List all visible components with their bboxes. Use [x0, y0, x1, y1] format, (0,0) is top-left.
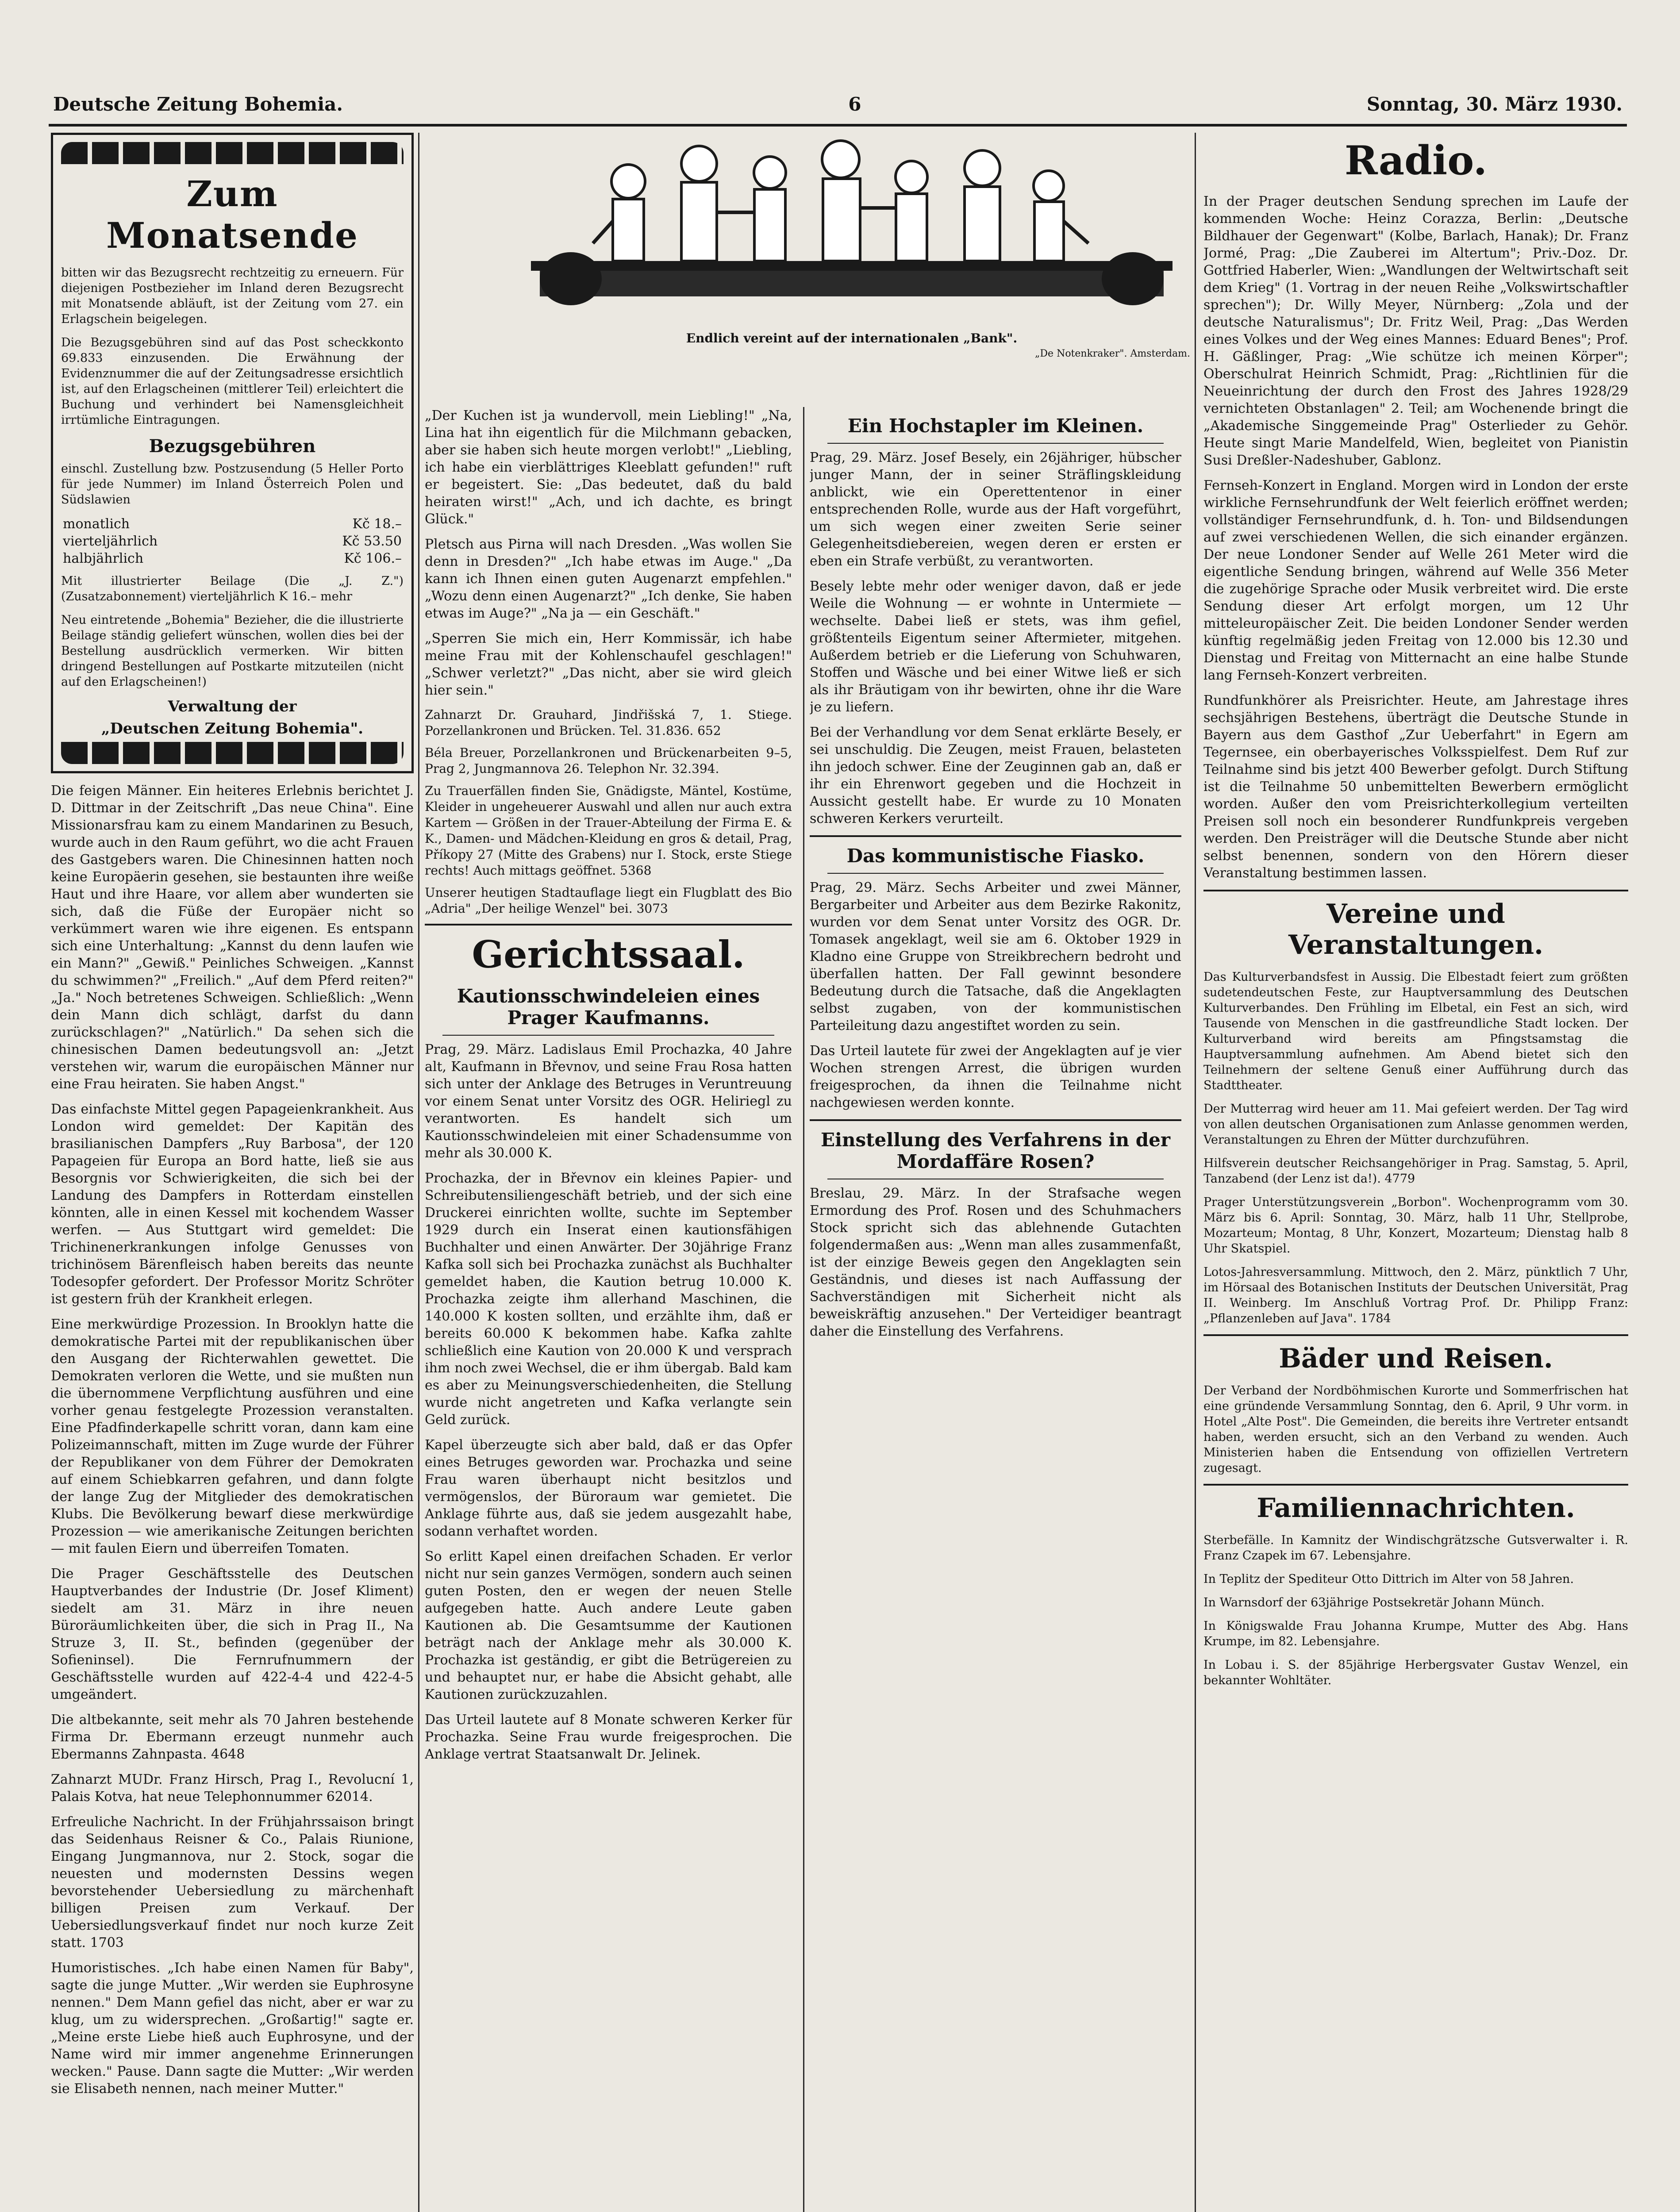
- court-para: Kapel überzeugte sich aber bald, daß er das Opfer eines Betruges geworden war. Prochazka und seine Frau waren überhaupt nicht besitzlos und vermögenslos, der Büroraum war gemietet. Die Anklage führte aus, daß sie jedem ausgezahlt habe, sodann verhaftet worden.: [425, 1437, 792, 1539]
- ad-code: 652: [697, 723, 721, 738]
- subscription-box: [51, 133, 414, 773]
- column-divider: [1195, 133, 1196, 2212]
- paper-name: Deutsche Zeitung Bohemia.: [53, 93, 343, 115]
- section-rule: [1203, 1334, 1628, 1336]
- court-para: So erlitt Kapel einen dreifachen Schaden. Er verlor nicht nur sein ganzes Vermögen, sondern auch seinen guten Posten, den er wegen der neuen Stelle aufgegeben hatte. Auch andere Leute gaben Kautionen ab. Die Gesamtsumme der Kautionen beträgt nach der Anklage mehr als 30.000 K. Prochazka ist geständig, er gibt die Betrügereien zu und behauptet nur, er habe die Absicht gehabt, alle Kautionen zurückzuzahlen.: [425, 1549, 792, 1702]
- fee-row: halbjährlich Kč 106.–: [63, 551, 402, 566]
- fees-intro: einschl. Zustellung bzw. Postzusendung (5 Heller Porto für jede Nummer) im Inland Österreich Polen und Südslawien: [61, 462, 404, 507]
- column-2: [425, 407, 792, 2212]
- fees-title: Bezugsgebühren: [149, 436, 316, 457]
- cartoon-block: [513, 133, 1190, 398]
- section-rule: [1203, 1484, 1628, 1486]
- anecdote-pirna: Pletsch aus Pirna will nach Dresden. „Was wollen Sie denn in Dresden?" „Ich habe etwas im Auge." „Da kann ich Ihnen einen guten Augenarzt empfehlen." „Wozu denn einen Augenarzt?" „Ich denke, Sie haben etwas im Auge?" „Na ja — ein Geschäft.": [425, 537, 792, 621]
- article-para: Prag, 29. März. Josef Besely, ein 26jähriger, hübscher junger Mann, der in seiner Sträflingskleidung anblickt, wie ein Operettentenor in einer entsprechenden Rolle, wurde aus der Haft vorgeführt, um sich wegen einer zweiten Serie seiner Gelegenheitsdiebereien, wegen deren er ersten er eben ein Strafe verbüßt, zu verantworten.: [810, 450, 1181, 569]
- box-banner-ornament: [61, 142, 404, 164]
- page-number: 6: [848, 93, 861, 115]
- vereine-para: Hilfsverein deutscher Reichsangehöriger in Prag. Samstag, 5. April, Tanzabend (der Lenz ist da!). 4779: [1203, 1156, 1628, 1186]
- anecdote-kommissaer: „Sperren Sie mich ein, Herr Kommissär, ich habe meine Frau mit der Kohlenschaufel geschlagen!" „Schwer verletzt?" „Das nicht, aber sie wird gleich hier sein.": [425, 631, 792, 698]
- radio-para: Rundfunkhörer als Preisrichter. Heute, am Jahrestage ihres sechsjährigen Bestehens, überträgt die Deutsche Stunde in Bayern aus dem Gasthof „Zur Ueberfahrt" in Egern am Tegernsee, ein oberbayerisches Volksspielfest. Dem Ruf zur Teilnahme sind bis jetzt 400 Bewerber gefolgt. Durch Stiftung ist die Teilnahme 50 unbemittelten Bewerbern ermöglicht worden. Außer den vom Preisrichterkollegium verteilten Preisen soll noch ein besonderer Rundfunkpreis vergeben werden. Den Preisträger will die Deutsche Stunde aber nicht selbst benennen, sondern von den Hörern dieser Veranstaltung bestimmen lassen.: [1203, 693, 1628, 881]
- box-intro-2: Die Bezugsgebühren sind auf das Post scheckkonto 69.833 einzusenden. Die Erwähnung der Evidenznummer die auf der Zeitungsadresse ersichtlich ist, auf den Erlagscheinen (mittlerer Teil) erleichtert die Buchung und verhindert bei Namensgleichheit irrtümliche Eintragungen.: [61, 336, 404, 427]
- radio-para: In der Prager deutschen Sendung sprechen im Laufe der kommenden Woche: Heinz Corazza, Berlin: „Deutsche Bildhauer der Gegenwart" (Kolbe, Barlach, Hanak); Dr. Franz Jormé, Prag: „Die Zauberei im Altertum"; Priv.-Doz. Dr. Gottfried Haberler, Wien: „Wandlungen der Weltwirtschaft seit dem Krieg" (1. Vortrag in der neuen Reihe „Volkswirtschaftler sprechen"); Dr. Willy Meyer, Nürnberg: „Zola und der deutsche Naturalismus"; Dr. Fritz Weil, Prag: „Das Werden eines Volkes und der Weg eines Mannes: Eduard Benes"; Prof. H. Gäßlinger, Prag: „Wie schütze ich meinen Körper"; Oberschulrat Heinrich Schmidt, Prag: „Richtlinien für die Neueinrichtung der durch den Frost des Jahres 1928/29 vernichteten Obstanlagen" 2. Teil; am Wochenende bringt die „Akademische Singgemeinde Prag" Osterlieder zu Gehör. Heute singt Marie Mandelfeld, Wien, begleitet von Pianistin Susi Dreßler-Nadeshuber, Gablonz.: [1203, 194, 1628, 468]
- cartoon-credit: „De Notenkraker". Amsterdam.: [1035, 348, 1190, 359]
- column-3: [810, 407, 1181, 2212]
- article-para: Bei der Verhandlung vor dem Senat erklärte Besely, er sei unschuldig. Die Zeugen, meist Frauen, belasteten ihn jedoch schwer. Eine der Zeuginnen gab an, daß er ihr ein Ehrenwort gegeben und die Hochzeit in Aussicht gestellt habe. Er wurde zu 10 Monaten schweren Kerkers verurteilt.: [810, 725, 1181, 826]
- ad-code: 4648: [211, 1747, 245, 1762]
- fee-row: monatlich Kč 18.–: [63, 516, 402, 532]
- baeder-section-title: Bäder und Reisen.: [1279, 1343, 1553, 1374]
- article-para: Breslau, 29. März. In der Strafsache wegen Ermordung des Prof. Rosen und des Schuhmachers Stock spricht sich das ablehnende Gutachten folgendermaßen aus: „Wenn man alles zusammenfaßt, ist der einzige Beweis gegen den Angeklagten sein Geständnis, und dieses ist nach Auffassung der Sachverständigen mit Sicherheit nicht als beweiskräftig anzusehen." Der Verteidiger beantragt daher die Einstellung des Verfahrens.: [810, 1186, 1181, 1339]
- article-hauptverband: Die Prager Geschäftsstelle des Deutschen Hauptverbandes der Industrie (Dr. Josef Kliment) siedelt am 31. März in ihre neuen Büroräumlichkeiten über, die sich in Prag II., Na Struze 3, II. St., befinden (gegenüber der Sofieninsel). Die Fernrufnummern der Geschäftsstelle wurden auf 422-4-4 und 422-4-5 umgeändert.: [51, 1566, 414, 1702]
- article-title: Das kommunistische Fiasko.: [846, 845, 1145, 867]
- article-feige-maenner: Die feigen Männer. Ein heiteres Erlebnis berichtet J. D. Dittmar in der Zeitschrift „Das neue China". Eine Missionarsfrau kam zu einem Mandarinen zu Besuch, wurde auch in den Raum geführt, wo die acht Frauen des Gastgebers waren. Die Chinesinnen hatten noch keine Europäerin gesehen, sie bestaunten ihre weiße Haut und ihre Haare, vor allem aber wunderten sie sich, daß die Füße der Europäer nicht so verkümmert waren wie ihre eigenen. Es entspann sich eine Unterhaltung: „Kannst du denn laufen wie ein Mann?" „Gewiß." Peinliches Schweigen. „Kannst du schwimmen?" „Freilich." „Auf dem Pferd reiten?" „Ja." Noch betretenes Schweigen. Schließlich: „Wenn dein Mann dich schlägt, darfst du dann zurückschlagen?" „Natürlich." Da sehen sich die chinesischen Damen bedeutungsvoll an: „Jetzt verstehen wir, warum die europäischen Männer nur eine Frau heiraten. Sie haben Angst.": [51, 783, 414, 1092]
- ad-trauer: Zu Trauerfällen finden Sie, Gnädigste, Mäntel, Kostüme, Kleider in ungeheuerer Auswahl und allen nur auch extra Kartem — Größen in der Trauer-Abteilung der Firma E. & K., Damen- und Mädchen-Kleidung en gros & detail, Prag, Příkopy 27 (Mitte des Grabens) nur I. Stock, erste Stiege rechts! Auch mittags geöffnet. 5368: [425, 783, 792, 878]
- family-para: In Teplitz der Spediteur Otto Dittrich im Alter von 58 Jahren.: [1203, 1572, 1574, 1586]
- baeder-para: Der Verband der Nordböhmischen Kurorte und Sommerfrischen hat eine gründende Versammlung Sonntag, den 6. April, 9 Uhr vorm. in Hotel „Alte Post". Die Gemeinden, die bereits ihre Vertreter entsandt haben, werden ersucht, sich an den Verband zu wenden. Auch Ministerien haben die Entsendung von offiziellen Vertretern zugesagt.: [1203, 1384, 1628, 1475]
- box-intro: bitten wir das Bezugsrecht rechtzeitig zu erneuern. Für diejenigen Postbezieher im Inland deren Bezugsrecht mit Monatsende abläuft, ist der Zeitung vom 27. ein Erlagschein beigelegen.: [61, 266, 404, 326]
- supplement-note: Mit illustrierter Beilage (Die „J. Z.") (Zusatzabonnement) vierteljährlich K 16.– mehr: [61, 574, 404, 603]
- family-para: Sterbefälle. In Kamnitz der Windischgrätzsche Gutsverwalter i. R. Franz Czapek im 67. Lebensjahre.: [1203, 1533, 1628, 1563]
- article-title: Einstellung des Verfahrens in der Mordaffäre Rosen?: [821, 1129, 1170, 1172]
- ad-code: 1703: [90, 1935, 124, 1951]
- column-divider: [418, 133, 419, 2212]
- radio-section-title: Radio.: [1344, 137, 1488, 184]
- section-rule: [1203, 890, 1628, 891]
- family-para: In Königswalde Frau Johanna Krumpe, Mutter des Abg. Hans Krumpe, im 82. Lebensjahre.: [1203, 1619, 1628, 1648]
- family-section-title: Familiennachrichten.: [1257, 1493, 1575, 1524]
- ad-zahnarzt: Zahnarzt Dr. Grauhard, Jindřišská 7, 1. Stiege. Porzellankronen und Brücken. Tel. 31.836. 652: [425, 707, 792, 738]
- vereine-para: Der Mutterrag wird heuer am 11. Mai gefeiert werden. Der Tag wird von allen deutschen Organisationen zum Anlasse genommen werden, Veranstaltungen zu Ehren der Mütter durchzuführen.: [1203, 1102, 1628, 1147]
- fees-table: [61, 515, 404, 567]
- court-section-title: Gerichtssaal.: [472, 933, 745, 976]
- rule: [827, 443, 1164, 444]
- article-prozession: Eine merkwürdige Prozession. In Brooklyn hatte die demokratische Partei mit der republikanischen über den Ausgang der Richterwahlen gewettet. Die Demokraten verloren die Wette, und sie mußten nun die übernommene Verpflichtung ausführen und eine vorher genau festgelegte Prozession veranstalten. Eine Pfadfinderkapelle schritt voran, dann kam eine Polizeimannschaft, mitten im Zuge wurde der Führer der Republikaner von dem Führer der Demokraten auf einem Schiebkarren gefahren, und dann folgte der lange Zug der Mitglieder des demokratischen Klubs. Die Bevölkerung bewarf diese merkwürdige Prozession — wie amerikanische Zeitungen berichten — mit faulen Eiern und überreifen Tomaten.: [51, 1317, 414, 1556]
- article-humoristisches: Humoristisches. „Ich habe einen Namen für Baby", sagte die junge Mutter. „Wir werden sie Euphrosyne nennen." Dem Mann gefiel das nicht, aber er war zu klug, um zu widersprechen. „Großartig!" sagte er. „Meine erste Liebe hieß auch Euphrosyne, und der Name wird mir immer angenehme Erinnerungen wecken." Pause. Dann sagte die Mutter: „Wir werden sie Elisabeth nennen, nach meiner Mutter.": [51, 1960, 414, 2097]
- article-seidenhaus: Erfreuliche Nachricht. In der Frühjahrssaison bringt das Seidenhaus Reisner & Co., Palais Riunione, Eingang Jungmannova, nur 2. Stock, sogar die neuesten und modernsten Dessins wegen bevorstehender Uebersiedlung zu märchenhaft billigen Preisen zum Verkauf. Der Uebersiedlungsverkauf findet nur noch kurze Zeit statt. 1703: [51, 1814, 414, 1951]
- ad-breuer: Béla Breuer, Porzellankronen und Brückenarbeiten 9–5, Prag 2, Jungmannova 26. Telephon Nr. 32.394.: [425, 745, 792, 776]
- article-para: Besely lebte mehr oder weniger davon, daß er jede Weile die Wohnung — er wohnte in Untermiete — wechselte. Dabei ließ er stets, was ihm gefiel, größtenteils Eigentum seiner Aftermieter, mitgehen. Außerdem betrieb er die Lieferung von Schuhwaren, Stoffen und Wäsche und bei einer Witwe ließ er sich als ihr Bräutigam von ihr bewirten, ohne ihr die Ware je zu liefern.: [810, 579, 1181, 715]
- cartoon-caption: Endlich vereint auf der internationalen „Bank".: [686, 331, 1018, 346]
- section-rule: [810, 835, 1181, 837]
- box-banner-ornament: [61, 742, 404, 764]
- section-rule: [810, 1119, 1181, 1121]
- article-title: Ein Hochstapler im Kleinen.: [847, 415, 1144, 437]
- box-title: Zum Monatsende: [106, 173, 358, 256]
- header-rule: [49, 124, 1627, 127]
- vereine-section-title: Vereine und Veranstaltungen.: [1288, 899, 1544, 960]
- rule: [827, 873, 1164, 874]
- column-4: [1203, 133, 1628, 2212]
- section-rule: [425, 924, 792, 926]
- column-divider: [803, 407, 804, 2212]
- radio-para: Fernseh-Konzert in England. Morgen wird in London der erste wirkliche Fernsehrundfunk der Welt feierlich eröffnet werden; vollständiger Fernsehrundfunk, d. h. Ton- und Bildsendungen auf zwei verschiedenen Wellen, die sich einander ergänzen. Der neue Londoner Sender auf Welle 261 Meter wird die eigentliche Sendung bringen, während auf Welle 356 Meter die zugehörige Sprache oder Musik verbreitet wird. Die erste Sendung dieser Art erfolgt morgen, um 12 Uhr mitteleuropäischer Zeit. Die beiden Londoner Sender werden künftig regelmäßig jeden Freitag von 12.000 bis 12.30 und Dienstag und Freitag von Mitternacht an eine halbe Stunde lang Fernseh-Konzert verbreiten.: [1203, 478, 1628, 683]
- article-ebermann: Die altbekannte, seit mehr als 70 Jahren bestehende Firma Dr. Ebermann erzeugt nunmehr auch Ebermanns Zahnpasta. 4648: [51, 1712, 414, 1762]
- court-para: Prag, 29. März. Ladislaus Emil Prochazka, 40 Jahre alt, Kaufmann in Břevnov, und seine Frau Rosa hatten sich unter der Anklage des Betruges in Veruntreuung vor einem Senat unter Vorsitz des OGR. Heliriegl zu verantworten. Es handelt sich um Kautionsschwindeleien mit einer Schadensumme von mehr als 30.000 K.: [425, 1042, 792, 1161]
- article-para: Prag, 29. März. Sechs Arbeiter und zwei Männer, Bergarbeiter und Arbeiter aus dem Bezirke Rakonitz, wurden vor dem Senat unter Vorsitz des OGR. Dr. Tomasek angeklagt, weil sie am 6. Oktober 1929 in Kladno eine Gruppe von Streikbrechern bedroht und überfallen hatten. Der Fall gewinnt besondere Bedeutung durch die Tatsache, daß die Angeklagten selbst zugaben, von der kommunistischen Parteileitung dazu angestiftet worden zu sein.: [810, 880, 1181, 1033]
- column-1: [51, 133, 414, 2212]
- ad-flugblatt: Unserer heutigen Stadtauflage liegt ein Flugblatt des Bio „Adria" „Der heilige Wenzel" bei. 3073: [425, 885, 792, 916]
- family-para: In Lobau i. S. der 85jährige Herbergsvater Gustav Wenzel, ein bekannter Wohltäter.: [1203, 1658, 1628, 1687]
- new-subscribers-note: Neu eintretende „Bohemia" Bezieher, die die illustrierte Beilage ständig geliefert wünschen, wollen dies bei der Bestellung ausdrücklich vermerken. Wir bitten dringend Bestellungen auf Postkarte mitzuteilen (nicht auf den Erlagscheinen!): [61, 613, 404, 689]
- article-hirsch: Zahnarzt MUDr. Franz Hirsch, Prag I., Revolucní 1, Palais Kotva, hat neue Telephonnummer 62014.: [51, 1772, 414, 1805]
- article-para: Das Urteil lautete für zwei der Angeklagten auf je vier Wochen strengen Arrest, die übrigen wurden freigesprochen, da ihnen die Teilnahme nicht nachgewiesen werden konnte.: [810, 1043, 1181, 1110]
- ad-code: 3073: [636, 901, 668, 916]
- cartoon-illustration: [513, 133, 1190, 327]
- rule: [442, 1035, 774, 1036]
- vereine-para: Prager Unterstützungsverein „Borbon". Wochenprogramm vom 30. März bis 6. April: Sonntag, 30. März, halb 11 Uhr, Stellprobe, Mozarteum; Montag, 8 Uhr, Konzert, Mozarteum; Dienstag halb 8 Uhr Skatspiel.: [1203, 1195, 1628, 1256]
- anecdote-kuchen: „Der Kuchen ist ja wundervoll, mein Liebling!" „Na, Lina hat ihn eigentlich für die Milchmann gebacken, aber sie haben sich heute morgen verlobt!" „Liebling, ich habe ein vierblättriges Kleeblatt gefunden!" ruft er begeistert. Sie: „Das bedeutet, daß du bald heiraten wirst!" „Ach, und ich dachte, es bringt Glück.": [425, 408, 792, 527]
- vereine-para: Lotos-Jahresversammlung. Mittwoch, den 2. März, pünktlich 7 Uhr, im Hörsaal des Botanischen Instituts der Deutschen Universität, Prag II. Weinberg. Im Anschluß Vortrag Prof. Dr. Philipp Franz: „Pflanzenleben auf Java". 1784: [1203, 1265, 1628, 1325]
- vereine-para: Das Kulturverbandsfest in Aussig. Die Elbestadt feiert zum größten sudetendeutschen Feste, zur Hauptversammlung des Deutschen Kulturverbandes. Den Frühling im Elbetal, ein Fest an sich, wird Tausende von Menschen in die gastfreundliche Stadt locken. Der Kulturverband wird bereits am Pfingstsamstag die Hauptversammlung aufnehmen. Am Abend bietet sich den Teilnehmern der seltene Genuß einer Aufführung durch das Stadttheater.: [1203, 970, 1628, 1092]
- ad-code: 5368: [620, 863, 652, 878]
- admin-title: Verwaltung der: [168, 698, 297, 715]
- admin-name: „Deutschen Zeitung Bohemia".: [101, 720, 364, 737]
- article-papageien: Das einfachste Mittel gegen Papageienkrankheit. Aus London wird gemeldet: Der Kapitän des brasilianischen Dampfers „Ruy Barbosa", der 120 Papageien für Europa an Bord hatte, ließ sie aus Besorgnis vor Schwierigkeiten, die sich bei der Landung des Dampfers in Rotterdam einstellen könnten, alle in einen Kessel mit kochendem Wasser werfen. — Aus Stuttgart wird gemeldet: Die Trichinenerkrankungen infolge Genusses von trichinösem Bärenfleisch haben bereits das neunte Todesopfer gefordert. Der Professor Moritz Schröter ist gestern früh der Krankheit erlegen.: [51, 1102, 414, 1307]
- fee-row: vierteljährlich Kč 53.50: [63, 534, 402, 549]
- court-para: Das Urteil lautete auf 8 Monate schweren Kerker für Prochazka. Seine Frau wurde freigesprochen. Die Anklage vertrat Staatsanwalt Dr. Jelinek.: [425, 1712, 792, 1762]
- issue-date: Sonntag, 30. März 1930.: [1366, 93, 1622, 115]
- court-article-title: Kautionsschwindeleien eines Prager Kaufmanns.: [457, 985, 760, 1029]
- court-para: Prochazka, der in Břevnov ein kleines Papier- und Schreibutensiliengeschäft betrieb, und der sich eine Druckerei einrichten wollte, suchte im September 1929 durch ein Inserat einen kautionsfähigen Buchhalter und einen Anwärter. Der 30jährige Franz Kafka soll sich bei Prochazka zunächst als Buchhalter gemeldet haben, die Kaution betrug 10.000 K. Prochazka zeigte ihm allerhand Maschinen, die 140.000 K kosten sollten, und erzählte ihm, daß er bereits 60.000 K bekommen habe. Kafka zahlte schließlich eine Kaution von 20.000 K und versprach ihm noch zwei Wechsel, die er ihm übergab. Bald kam es aber zu Meinungsverschiedenheiten, die Stellung wurde nicht angetreten und Kafka verlangte sein Geld zurück.: [425, 1171, 792, 1428]
- running-head: [53, 91, 1622, 117]
- family-para: In Warnsdorf der 63jährige Postsekretär Johann Münch.: [1203, 1596, 1545, 1609]
